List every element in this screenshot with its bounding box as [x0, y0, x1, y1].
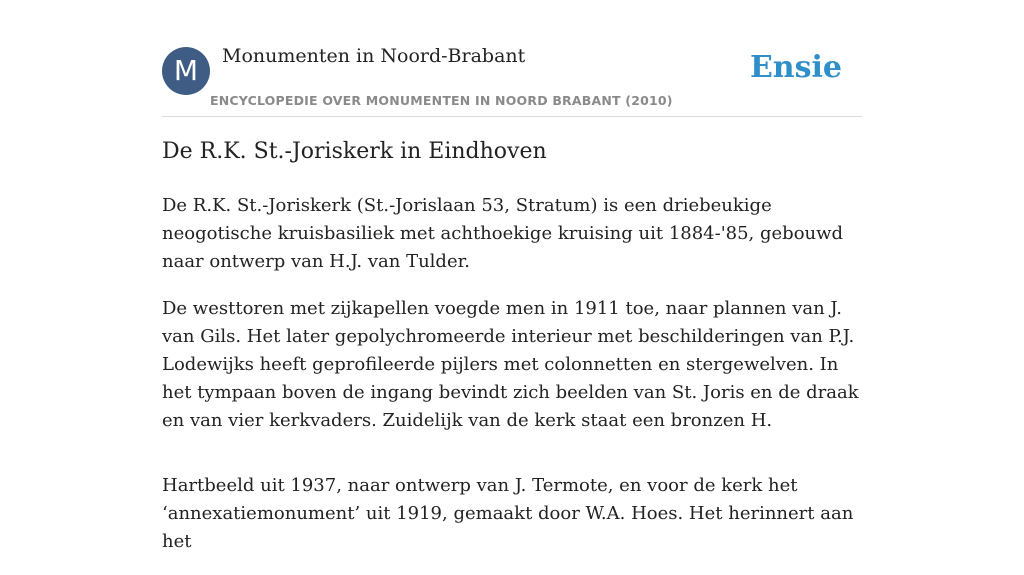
- article-paragraph-1: De R.K. St.-Joriskerk (St.-Jorislaan 53, Stratum) is een driebeukige neogotische kruisbasiliek met achthoekige kruising uit 1884-'85, gebouwd naar ontwerp van H.J. van Tulder.: [162, 195, 844, 272]
- content-column: [162, 0, 862, 552]
- ensie-logo-link[interactable]: Ensie: [749, 50, 842, 85]
- source-title-link[interactable]: Monumenten in Noord-Brabant: [222, 45, 526, 67]
- source-header: [162, 0, 862, 117]
- article-title: De R.K. St.-Joriskerk in Eindhoven: [162, 139, 547, 164]
- source-subtitle: ENCYCLOPEDIE OVER MONUMENTEN IN NOORD BRABANT (2010): [210, 93, 673, 108]
- article-paragraph-3: Hartbeeld uit 1937, naar ontwerp van J. Termote, en voor de kerk het ‘annexatiemonument’ uit 1919, gemaakt door W.A. Hoes. Het herinnert aan het: [162, 475, 854, 552]
- article-paragraph-2: De westtoren met zijkapellen voegde men in 1911 toe, naar plannen van J. van Gils. Het later gepolychromeerde interieur met beschilderingen van P.J. Lodewijks heeft geprofileerde pijlers met colonnetten en stergewelven. In het tympaan boven de ingang bevindt zich beelden van St. Joris en de draak en van vier kerkvaders. Zuidelijk van de kerk staat een bronzen H.: [162, 298, 859, 431]
- source-avatar[interactable]: M: [162, 47, 210, 95]
- article-body: [162, 192, 862, 575]
